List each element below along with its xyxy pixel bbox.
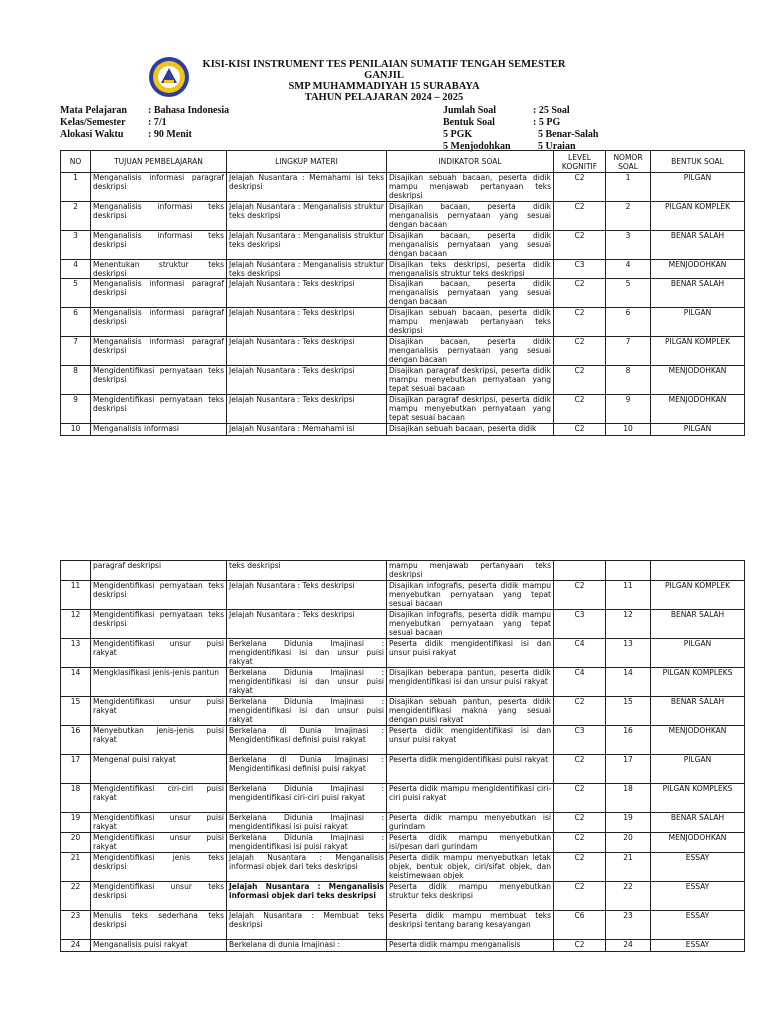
cell-lingkup: Berkelana Didunia Imajinasi : mengidentifikasi isi dan unsur puisi rakyat bbox=[227, 697, 387, 726]
cell-indikator: Disajikan paragraf deskripsi, peserta didik mampu menyebutkan pernyataan yang tepat sesuai bacaan bbox=[387, 366, 554, 395]
cell-lingkup: Jelajah Nusantara : Menganalisis struktur teks deskripsi bbox=[227, 260, 387, 279]
cell-tujuan: Menganalisis informasi paragraf deskripsi bbox=[91, 308, 227, 337]
cell-no: 7 bbox=[61, 337, 91, 366]
cell-no: 3 bbox=[61, 231, 91, 260]
cell-no: 24 bbox=[61, 940, 91, 952]
meta-value: 5 Uraian bbox=[538, 141, 576, 152]
cell-nomor: 5 bbox=[606, 279, 651, 308]
cell-lingkup: Jelajah Nusantara : Menganalisis struktur teks deskripsi bbox=[227, 231, 387, 260]
cell-nomor: 17 bbox=[606, 755, 651, 784]
cell-nomor: 19 bbox=[606, 813, 651, 833]
cell-tujuan: Menganalisis informasi paragraf deskripsi bbox=[91, 337, 227, 366]
cell-indikator: Disajikan teks deskripsi, peserta didik menganalisis struktur teks deskripsi bbox=[387, 260, 554, 279]
cell-tujuan: Menganalisis informasi bbox=[91, 424, 227, 436]
table-row bbox=[61, 813, 745, 833]
cell-level: C6 bbox=[554, 911, 606, 940]
cell-level: C2 bbox=[554, 581, 606, 610]
cell-lingkup: Berkelana di Dunia Imajinasi : Mengidentifikasi definisi puisi rakyat bbox=[227, 726, 387, 755]
meta-left bbox=[60, 105, 229, 141]
cell-indikator: Disajikan bacaan, peserta didik menganalisis pernyataan yang sesuai dengan bacaan bbox=[387, 337, 554, 366]
meta-key: Jumlah Soal bbox=[443, 105, 497, 116]
cell-bentuk: MENJODOHKAN bbox=[651, 833, 745, 853]
table-row bbox=[61, 833, 745, 853]
cell-nomor: 7 bbox=[606, 337, 651, 366]
meta-key: Alokasi Waktu bbox=[60, 129, 124, 140]
table-row bbox=[61, 581, 745, 610]
cell-lingkup: Jelajah Nusantara : Teks deskripsi bbox=[227, 581, 387, 610]
table-row bbox=[61, 561, 745, 581]
meta-value: : 5 PG bbox=[533, 117, 561, 128]
cell-lingkup: Jelajah Nusantara : Teks deskripsi bbox=[227, 279, 387, 308]
cell-indikator: Disajikan beberapa pantun, peserta didik mengidentifikasi isi dan unsur puisi rakyat bbox=[387, 668, 554, 697]
cell-level: C2 bbox=[554, 231, 606, 260]
table-row bbox=[61, 308, 745, 337]
meta-key: Bentuk Soal bbox=[443, 117, 495, 128]
cell-tujuan: Mengidentifikasi pernyataan teks deskripsi bbox=[91, 610, 227, 639]
col-header-level: LEVEL KOGNITIF bbox=[554, 151, 606, 173]
table-row bbox=[61, 784, 745, 813]
cell-no: 11 bbox=[61, 581, 91, 610]
cell-nomor: 14 bbox=[606, 668, 651, 697]
cell-nomor: 23 bbox=[606, 911, 651, 940]
cell-no: 2 bbox=[61, 202, 91, 231]
cell-lingkup: Jelajah Nusantara : Memahami isi teks deskripsi bbox=[227, 173, 387, 202]
table-row bbox=[61, 231, 745, 260]
table-row bbox=[61, 202, 745, 231]
kisi-table-page-2 bbox=[60, 560, 745, 952]
cell-level: C2 bbox=[554, 697, 606, 726]
cell-lingkup: Jelajah Nusantara : Menganalisis informasi objek dari teks deskripsi bbox=[227, 882, 387, 911]
cell-tujuan: Mengidentifikasi pernyataan teks deskripsi bbox=[91, 366, 227, 395]
meta-value: : Bahasa Indonesia bbox=[148, 105, 230, 116]
cell-no: 1 bbox=[61, 173, 91, 202]
cell-no: 19 bbox=[61, 813, 91, 833]
cell-level: C3 bbox=[554, 726, 606, 755]
cell-no: 8 bbox=[61, 366, 91, 395]
cell-nomor: 16 bbox=[606, 726, 651, 755]
table-row bbox=[61, 911, 745, 940]
table-row bbox=[61, 260, 745, 279]
cell-indikator: Disajikan bacaan, peserta didik menganalisis pernyataan yang sesuai dengan bacaan bbox=[387, 202, 554, 231]
cell-bentuk: BENAR SALAH bbox=[651, 813, 745, 833]
table-row bbox=[61, 395, 745, 424]
cell-tujuan: Menyebutkan jenis-jenis puisi rakyat bbox=[91, 726, 227, 755]
cell-lingkup: Jelajah Nusantara : Teks deskripsi bbox=[227, 366, 387, 395]
cell-no: 14 bbox=[61, 668, 91, 697]
document-title bbox=[200, 59, 568, 103]
cell-tujuan: Mengidentifikasi jenis teks deskripsi bbox=[91, 853, 227, 882]
meta-value: : 90 Menit bbox=[148, 129, 192, 140]
cell-no: 23 bbox=[61, 911, 91, 940]
cell-level: C2 bbox=[554, 755, 606, 784]
table-row bbox=[61, 424, 745, 436]
cell-level: C2 bbox=[554, 853, 606, 882]
cell-indikator: Peserta didik mampu mengidentifikasi ciri-ciri puisi rakyat bbox=[387, 784, 554, 813]
table-row bbox=[61, 668, 745, 697]
cell-tujuan: Menentukan struktur teks deskripsi bbox=[91, 260, 227, 279]
cell-bentuk: PILGAN KOMPLEKS bbox=[651, 668, 745, 697]
cell-tujuan: Mengidentifikasi pernyataan teks deskripsi bbox=[91, 581, 227, 610]
cell-level: C4 bbox=[554, 639, 606, 668]
cell-bentuk: MENJODOHKAN bbox=[651, 395, 745, 424]
cell-bentuk: PILGAN bbox=[651, 755, 745, 784]
cell-no bbox=[61, 561, 91, 581]
cell-no: 13 bbox=[61, 639, 91, 668]
meta-value: 5 Benar-Salah bbox=[538, 129, 599, 140]
cell-bentuk: BENAR SALAH bbox=[651, 279, 745, 308]
cell-level bbox=[554, 561, 606, 581]
cell-level: C2 bbox=[554, 940, 606, 952]
cell-lingkup: Jelajah Nusantara : Memahami isi bbox=[227, 424, 387, 436]
cell-lingkup: Berkelana di dunia Imajinasi : bbox=[227, 940, 387, 952]
cell-no: 17 bbox=[61, 755, 91, 784]
cell-level: C2 bbox=[554, 173, 606, 202]
cell-level: C2 bbox=[554, 424, 606, 436]
cell-indikator: Disajikan sebuah bacaan, peserta didik mampu menjawab pertanyaan teks deskripsi bbox=[387, 308, 554, 337]
cell-no: 10 bbox=[61, 424, 91, 436]
cell-tujuan: paragraf deskripsi bbox=[91, 561, 227, 581]
meta-row bbox=[60, 117, 229, 129]
col-header-no: NO bbox=[61, 151, 91, 173]
table-header-row bbox=[61, 151, 745, 173]
cell-nomor: 18 bbox=[606, 784, 651, 813]
cell-lingkup: Jelajah Nusantara : Teks deskripsi bbox=[227, 395, 387, 424]
cell-indikator: Peserta didik mengidentifikasi puisi rakyat bbox=[387, 755, 554, 784]
title-line-1: KISI-KISI INSTRUMENT TES PENILAIAN SUMATIF TENGAH SEMESTER GANJIL bbox=[202, 59, 566, 81]
cell-lingkup: Berkelana Didunia Imajinasi : mengidentifikasi isi puisi rakyat bbox=[227, 813, 387, 833]
cell-lingkup: Jelajah Nusantara : Menganalisis informasi objek dari teks deskripsi bbox=[227, 853, 387, 882]
cell-level: C2 bbox=[554, 813, 606, 833]
table-row bbox=[61, 726, 745, 755]
cell-indikator: Disajikan sebuah bacaan, peserta didik bbox=[387, 424, 554, 436]
cell-bentuk: MENJODOHKAN bbox=[651, 366, 745, 395]
table-row bbox=[61, 337, 745, 366]
cell-tujuan: Mengidentifikasi unsur puisi rakyat bbox=[91, 697, 227, 726]
cell-lingkup: Berkelana di Dunia Imajinasi : Mengidentifikasi definisi puisi rakyat bbox=[227, 755, 387, 784]
cell-bentuk: PILGAN bbox=[651, 424, 745, 436]
col-header-lingkup: LINGKUP MATERI bbox=[227, 151, 387, 173]
cell-level: C2 bbox=[554, 366, 606, 395]
cell-level: C2 bbox=[554, 279, 606, 308]
cell-level: C2 bbox=[554, 337, 606, 366]
cell-tujuan: Mengidentifikasi unsur puisi rakyat bbox=[91, 813, 227, 833]
cell-bentuk: BENAR SALAH bbox=[651, 610, 745, 639]
col-header-tujuan: TUJUAN PEMBELAJARAN bbox=[91, 151, 227, 173]
cell-lingkup: Jelajah Nusantara : Teks deskripsi bbox=[227, 337, 387, 366]
cell-level: C2 bbox=[554, 784, 606, 813]
cell-level: C2 bbox=[554, 395, 606, 424]
cell-bentuk: ESSAY bbox=[651, 853, 745, 882]
cell-no: 16 bbox=[61, 726, 91, 755]
cell-nomor: 8 bbox=[606, 366, 651, 395]
cell-bentuk: BENAR SALAH bbox=[651, 697, 745, 726]
cell-no: 20 bbox=[61, 833, 91, 853]
cell-bentuk: PILGAN KOMPLEK bbox=[651, 337, 745, 366]
cell-level: C3 bbox=[554, 610, 606, 639]
cell-indikator: Peserta didik mampu menyebutkan isi gurindam bbox=[387, 813, 554, 833]
cell-lingkup: Berkelana Didunia Imajinasi : mengidentifikasi ciri-ciri puisi rakyat bbox=[227, 784, 387, 813]
cell-tujuan: Mengidentifikasi unsur teks deskripsi bbox=[91, 882, 227, 911]
cell-bentuk: PILGAN bbox=[651, 308, 745, 337]
meta-value: : 7/1 bbox=[148, 117, 167, 128]
cell-nomor: 9 bbox=[606, 395, 651, 424]
table-row bbox=[61, 639, 745, 668]
meta-row bbox=[443, 117, 598, 129]
cell-bentuk: PILGAN bbox=[651, 173, 745, 202]
cell-no: 15 bbox=[61, 697, 91, 726]
cell-nomor: 22 bbox=[606, 882, 651, 911]
cell-lingkup: Jelajah Nusantara : Teks deskripsi bbox=[227, 308, 387, 337]
cell-indikator: Disajikan sebuah pantun, peserta didik mengidentifikasi makna yang sesuai dengan puisi rakyat bbox=[387, 697, 554, 726]
meta-key: Mata Pelajaran bbox=[60, 105, 127, 116]
meta-row bbox=[443, 105, 598, 117]
cell-tujuan: Mengidentifikasi ciri-ciri puisi rakyat bbox=[91, 784, 227, 813]
cell-indikator: Peserta didik mampu menyebutkan isi/pesan dari gurindam bbox=[387, 833, 554, 853]
cell-lingkup: Berkelana Didunia Imajinasi : mengidentifikasi isi puisi rakyat bbox=[227, 833, 387, 853]
cell-tujuan: Mengenal puisi rakyat bbox=[91, 755, 227, 784]
cell-indikator: Disajikan bacaan, peserta didik menganalisis pernyataan yang sesuai dengan bacaan bbox=[387, 279, 554, 308]
table-row bbox=[61, 755, 745, 784]
cell-nomor: 12 bbox=[606, 610, 651, 639]
kisi-table-page-1 bbox=[60, 150, 745, 436]
cell-nomor bbox=[606, 561, 651, 581]
cell-level: C2 bbox=[554, 308, 606, 337]
cell-lingkup: Jelajah Nusantara : Membuat teks deskripsi bbox=[227, 911, 387, 940]
cell-nomor: 11 bbox=[606, 581, 651, 610]
cell-nomor: 15 bbox=[606, 697, 651, 726]
cell-lingkup: Jelajah Nusantara : Menganalisis struktur teks deskripsi bbox=[227, 202, 387, 231]
cell-level: C2 bbox=[554, 882, 606, 911]
meta-key: Kelas/Semester bbox=[60, 117, 126, 128]
cell-no: 21 bbox=[61, 853, 91, 882]
meta-key: 5 Menjodohkan bbox=[443, 141, 511, 152]
title-line-2: SMP MUHAMMADIYAH 15 SURABAYA bbox=[288, 81, 480, 92]
meta-row bbox=[60, 129, 229, 141]
meta-value: : 25 Soal bbox=[533, 105, 570, 116]
cell-nomor: 20 bbox=[606, 833, 651, 853]
cell-lingkup: Berkelana Didunia Imajinasi : mengidentifikasi isi dan unsur puisi rakyat bbox=[227, 668, 387, 697]
table-row bbox=[61, 610, 745, 639]
cell-tujuan: Menganalisis informasi paragraf deskripsi bbox=[91, 173, 227, 202]
cell-indikator: Peserta didik mampu menganalisis bbox=[387, 940, 554, 952]
cell-lingkup: Jelajah Nusantara : Teks deskripsi bbox=[227, 610, 387, 639]
cell-nomor: 6 bbox=[606, 308, 651, 337]
title-line-3: TAHUN PELAJARAN 2024 – 2025 bbox=[304, 92, 464, 103]
cell-tujuan: Mengklasifikasi jenis-jenis pantun bbox=[91, 668, 227, 697]
table-row bbox=[61, 173, 745, 202]
cell-lingkup: teks deskripsi bbox=[227, 561, 387, 581]
table-row bbox=[61, 279, 745, 308]
cell-tujuan: Menganalisis informasi teks deskripsi bbox=[91, 231, 227, 260]
cell-indikator: Disajikan sebuah bacaan, peserta didik mampu menjawab pertanyaan teks deskripsi bbox=[387, 173, 554, 202]
table-row bbox=[61, 882, 745, 911]
cell-tujuan: Mengidentifikasi pernyataan teks deskripsi bbox=[91, 395, 227, 424]
cell-bentuk: PILGAN KOMPLEK bbox=[651, 202, 745, 231]
cell-bentuk: PILGAN KOMPLEKS bbox=[651, 784, 745, 813]
cell-no: 9 bbox=[61, 395, 91, 424]
cell-bentuk: ESSAY bbox=[651, 882, 745, 911]
meta-row bbox=[60, 105, 229, 117]
cell-indikator: Peserta didik mampu menyebutkan struktur teks deskripsi bbox=[387, 882, 554, 911]
cell-lingkup: Berkelana Didunia Imajinasi : mengidentifikasi isi dan unsur puisi rakyat bbox=[227, 639, 387, 668]
cell-tujuan: Menganalisis informasi paragraf deskripsi bbox=[91, 279, 227, 308]
cell-nomor: 2 bbox=[606, 202, 651, 231]
cell-indikator: Peserta didik mampu membuat teks deskripsi tentang barang kesayangan bbox=[387, 911, 554, 940]
table-row bbox=[61, 697, 745, 726]
col-header-indikator: INDIKATOR SOAL bbox=[387, 151, 554, 173]
meta-key: 5 PGK bbox=[443, 129, 473, 140]
cell-nomor: 24 bbox=[606, 940, 651, 952]
cell-indikator: Peserta didik mengidentifikasi isi dan unsur puisi rakyat bbox=[387, 726, 554, 755]
cell-nomor: 3 bbox=[606, 231, 651, 260]
cell-bentuk: PILGAN KOMPLEK bbox=[651, 581, 745, 610]
cell-nomor: 1 bbox=[606, 173, 651, 202]
cell-no: 4 bbox=[61, 260, 91, 279]
cell-indikator: Peserta didik mengidentifikasi isi dan unsur puisi rakyat bbox=[387, 639, 554, 668]
cell-no: 18 bbox=[61, 784, 91, 813]
school-emblem-icon bbox=[148, 56, 190, 98]
cell-level: C2 bbox=[554, 833, 606, 853]
cell-no: 22 bbox=[61, 882, 91, 911]
cell-bentuk: BENAR SALAH bbox=[651, 231, 745, 260]
cell-bentuk: ESSAY bbox=[651, 940, 745, 952]
cell-bentuk: ESSAY bbox=[651, 911, 745, 940]
cell-level: C4 bbox=[554, 668, 606, 697]
cell-tujuan: Menganalisis puisi rakyat bbox=[91, 940, 227, 952]
col-header-nomor: NOMOR SOAL bbox=[606, 151, 651, 173]
cell-bentuk: PILGAN bbox=[651, 639, 745, 668]
cell-bentuk: MENJODOHKAN bbox=[651, 726, 745, 755]
meta-row bbox=[443, 129, 598, 141]
table-row bbox=[61, 853, 745, 882]
cell-indikator: mampu menjawab pertanyaan teks deskripsi bbox=[387, 561, 554, 581]
cell-indikator: Disajikan bacaan, peserta didik menganalisis pernyataan yang sesuai dengan bacaan bbox=[387, 231, 554, 260]
cell-nomor: 4 bbox=[606, 260, 651, 279]
cell-tujuan: Mengidentifikasi unsur puisi rakyat bbox=[91, 833, 227, 853]
cell-indikator: Disajikan paragraf deskripsi, peserta didik mampu menyebutkan pernyataan yang tepat sesuai bacaan bbox=[387, 395, 554, 424]
cell-tujuan: Menganalisis informasi teks deskripsi bbox=[91, 202, 227, 231]
cell-no: 6 bbox=[61, 308, 91, 337]
cell-indikator: Disajikan infografis, peserta didik mampu menyebutkan pernyataan yang tepat sesuai bacaan bbox=[387, 610, 554, 639]
cell-no: 12 bbox=[61, 610, 91, 639]
cell-indikator: Peserta didik mampu menyebutkan letak objek, bentuk objek, ciri/sifat objek, dan keistimewaan objek bbox=[387, 853, 554, 882]
cell-bentuk: MENJODOHKAN bbox=[651, 260, 745, 279]
table-row bbox=[61, 940, 745, 952]
cell-tujuan: Mengidentifikasi unsur puisi rakyat bbox=[91, 639, 227, 668]
cell-indikator: Disajikan infografis, peserta didik mampu menyebutkan pernyataan yang tepat sesuai bacaan bbox=[387, 581, 554, 610]
table-row bbox=[61, 366, 745, 395]
cell-level: C2 bbox=[554, 202, 606, 231]
col-header-bentuk: BENTUK SOAL bbox=[651, 151, 745, 173]
meta-right bbox=[443, 105, 598, 153]
cell-tujuan: Menulis teks sederhana teks deskripsi bbox=[91, 911, 227, 940]
cell-nomor: 13 bbox=[606, 639, 651, 668]
cell-no: 5 bbox=[61, 279, 91, 308]
cell-nomor: 10 bbox=[606, 424, 651, 436]
cell-level: C3 bbox=[554, 260, 606, 279]
cell-nomor: 21 bbox=[606, 853, 651, 882]
cell-bentuk bbox=[651, 561, 745, 581]
